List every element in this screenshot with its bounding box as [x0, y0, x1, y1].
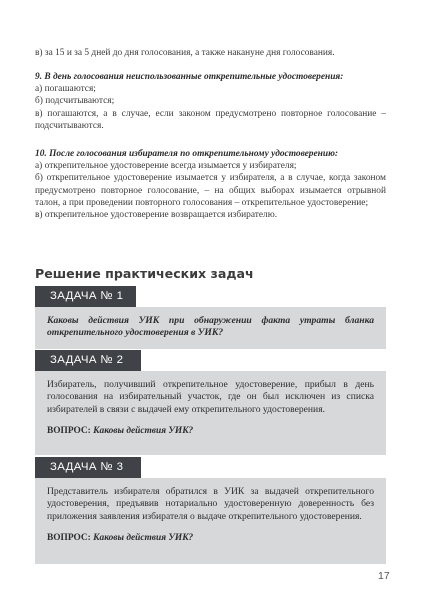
question-10-option-a: а) открепительное удостоверение всегда изымается у избирателя;	[35, 161, 297, 172]
question-9	[35, 71, 386, 132]
question-9-option-c: в) погашаются, а в случае, если законом предусмотрено повторное голосование – подсчитываются.	[35, 108, 386, 131]
task-2-label: ЗАДАЧА № 2	[35, 350, 141, 371]
task-2-question-label: ВОПРОС:	[47, 425, 91, 436]
section-title: Решение практических задач	[35, 266, 254, 281]
intro-line: в) за 15 и за 5 дней до дня голосования, а также накануне дня голосования.	[35, 48, 335, 58]
task-3-question-label: ВОПРОС:	[47, 532, 91, 543]
task-3-text: Представитель избирателя обратился в УИК за выдачей открепительного удостоверения, предъявив нотариально удостоверенную доверенность без приложения заявления избирателя о выдаче открепительного удостоверения.	[47, 486, 374, 522]
question-10-option-c: в) открепительное удостоверение возвращается избирателю.	[35, 210, 278, 221]
task-3-question-text: Каковы действия УИК?	[93, 532, 194, 543]
task-2-question-text: Каковы действия УИК?	[93, 425, 194, 436]
question-10-option-b: б) открепительное удостоверение изымается у избирателя, а в случае, когда законом предусмотрено повторное голосование, – на общих выборах изымается отрывной талон, а при проведении повторного голосования – открепительное удостоверение;	[35, 173, 386, 208]
question-9-option-a: а) погашаются;	[35, 84, 96, 95]
task-1-text: Каковы действия УИК при обнаружении факта утраты бланка открепительного удостоверения в УИК?	[47, 315, 374, 339]
task-3-question	[47, 532, 374, 544]
task-1-box	[35, 307, 386, 349]
question-9-option-b: б) подсчитываются;	[35, 96, 115, 107]
task-2-box	[35, 371, 386, 455]
document-page	[35, 0, 386, 599]
task-2-text: Избиратель, получивший открепительное удостоверение, прибыл в день голосования на избирательный участок, где он был исключен из списка избирателей в связи с выдачей ему открепительного удостоверения.	[47, 379, 374, 415]
task-3-box	[35, 478, 386, 564]
task-1-label: ЗАДАЧА № 1	[35, 286, 136, 307]
task-3-label: ЗАДАЧА № 3	[35, 457, 141, 478]
question-9-title: 9. В день голосования неиспользованные открепительные удостоверения:	[35, 72, 344, 82]
page-number: 17	[378, 570, 390, 582]
question-10	[35, 148, 386, 221]
task-2-question	[47, 425, 374, 437]
question-10-title: 10. После голосования избирателя по открепительному удостоверению:	[35, 149, 339, 159]
